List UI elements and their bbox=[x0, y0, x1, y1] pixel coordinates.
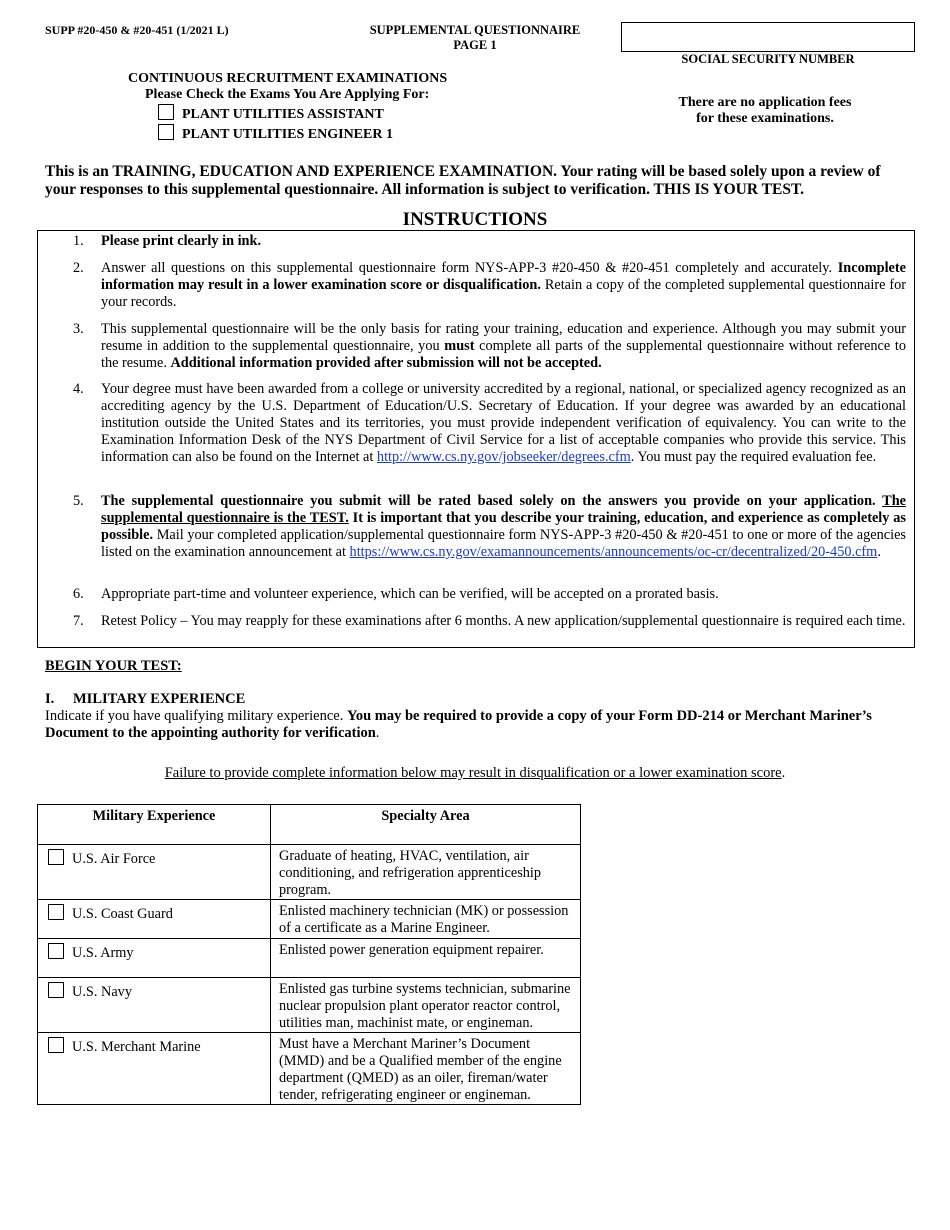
table-row bbox=[38, 900, 581, 939]
exam-option-label: PLANT UTILITIES ENGINEER 1 bbox=[182, 127, 393, 142]
branch-cell[interactable] bbox=[38, 978, 271, 1033]
column-header: Specialty Area bbox=[271, 805, 581, 845]
branch-checkbox[interactable] bbox=[48, 943, 64, 959]
exam-option-engineer[interactable] bbox=[128, 124, 447, 143]
specialty-cell: Enlisted machinery technician (MK) or possession of a certificate as a Marine Engineer. bbox=[271, 900, 581, 939]
instruction-text: Please print clearly in ink. bbox=[101, 233, 262, 249]
branch-cell[interactable] bbox=[38, 939, 271, 978]
failure-warning: Failure to provide complete information below may result in disqualification or a lower examination score. bbox=[164, 765, 786, 781]
instruction-number: 5. bbox=[73, 493, 84, 509]
exam-selection bbox=[128, 71, 447, 143]
instructions-title: INSTRUCTIONS bbox=[402, 209, 548, 230]
exam-checkbox[interactable] bbox=[158, 104, 174, 120]
section-heading bbox=[45, 691, 245, 708]
form-id: SUPP #20-450 & #20-451 (1/2021 L) bbox=[45, 23, 229, 37]
instruction-number: 4. bbox=[73, 381, 84, 397]
exam-subheading: Please Check the Exams You Are Applying For: bbox=[145, 87, 430, 102]
announcement-link[interactable]: https://www.cs.ny.gov/examannouncements/announcements/oc-cr/decentralized/20-450.cfm bbox=[349, 544, 878, 560]
instruction-number: 2. bbox=[73, 260, 84, 276]
instruction-text: Retest Policy – You may reapply for these examinations after 6 months. A new application/supplemental questionnaire is required each time. bbox=[101, 613, 906, 629]
table-row bbox=[38, 978, 581, 1033]
exam-checkbox[interactable] bbox=[158, 124, 174, 140]
instruction-number: 7. bbox=[73, 613, 84, 629]
branch-checkbox[interactable] bbox=[48, 849, 64, 865]
table-row bbox=[38, 939, 581, 978]
page-number: PAGE 1 bbox=[453, 38, 497, 52]
branch-checkbox[interactable] bbox=[48, 904, 64, 920]
fees-line-2: for these examinations. bbox=[696, 111, 834, 126]
instruction-text: Your degree must have been awarded from a college or university accredited by a regional, national, or specialized agency recognized as an accrediting agency by the U.S. Department of Education/U.S. Secretary of Education. If your degree was awarded by an educational institution outside the United States and its territories, you must provide independent verification of equivalency. You can write to the Examination Information Desk of the NYS Department of Civil Service for a list of acceptable companies who provide this service. This information can also be found on the Internet at http://www.cs.ny.gov/jobseeker/degrees.cfm. You must pay the required evaluation fee. bbox=[101, 381, 906, 465]
ssn-label: SOCIAL SECURITY NUMBER bbox=[681, 52, 855, 66]
branch-label: U.S. Air Force bbox=[72, 851, 156, 867]
degrees-link[interactable]: http://www.cs.ny.gov/jobseeker/degrees.cfm bbox=[376, 449, 631, 465]
table-row bbox=[38, 845, 581, 900]
branch-label: U.S. Merchant Marine bbox=[72, 1039, 201, 1055]
instruction-number: 6. bbox=[73, 586, 84, 602]
branch-cell[interactable] bbox=[38, 1033, 271, 1105]
exam-heading: CONTINUOUS RECRUITMENT EXAMINATIONS bbox=[128, 71, 448, 86]
instruction-text: Answer all questions on this supplemental questionnaire form NYS-APP-3 #20-450 & #20-451 completely and accurately. Incomplete information may result in a lower examination score or disqualification. Retain a copy of the completed supplemental questionnaire for your records. bbox=[101, 260, 906, 310]
branch-label: U.S. Coast Guard bbox=[72, 906, 173, 922]
table-header-row bbox=[38, 805, 581, 845]
section-number: I. bbox=[45, 691, 55, 707]
branch-cell[interactable] bbox=[38, 900, 271, 939]
section-description: Indicate if you have qualifying military experience. You may be required to provide a copy of your Form DD-214 or Merchant Mariner’s Document to the appointing authority for verification. bbox=[45, 708, 872, 741]
form-title-text: SUPPLEMENTAL QUESTIONNAIRE bbox=[369, 23, 581, 37]
military-table bbox=[37, 804, 581, 1105]
branch-checkbox[interactable] bbox=[48, 1037, 64, 1053]
ssn-input[interactable] bbox=[621, 22, 915, 52]
specialty-cell: Enlisted power generation equipment repairer. bbox=[271, 939, 581, 978]
branch-label: U.S. Navy bbox=[72, 984, 132, 1000]
form-title bbox=[340, 23, 610, 53]
exam-option-assistant[interactable] bbox=[128, 104, 447, 123]
specialty-cell: Graduate of heating, HVAC, ventilation, air conditioning, and refrigeration apprenticeship program. bbox=[271, 845, 581, 900]
fees-line-1: There are no application fees bbox=[678, 95, 852, 110]
specialty-cell: Must have a Merchant Mariner’s Document (MMD) and be a Qualified member of the engine department (QMED) as an oiler, fireman/water tender, refrigerating engineer or engineman. bbox=[271, 1033, 581, 1105]
instruction-number: 3. bbox=[73, 321, 84, 337]
section-title: MILITARY EXPERIENCE bbox=[73, 691, 246, 707]
specialty-cell: Enlisted gas turbine systems technician, submarine nuclear propulsion plant operator reactor control, utilities man, machinist mate, or engineman. bbox=[271, 978, 581, 1033]
fees-notice bbox=[620, 95, 910, 127]
instruction-text: Appropriate part-time and volunteer experience, which can be verified, will be accepted on a prorated basis. bbox=[101, 586, 719, 602]
instructions-box bbox=[37, 230, 915, 648]
instruction-text: The supplemental questionnaire you submit will be rated based solely on the answers you provide on your application. The supplemental questionnaire is the TEST. It is important that you describe your training, education, and experience as completely as possible. Mail your completed application/supplemental questionnaire form NYS-APP-3 #20-450 & #20-451 to one or more of the agencies listed on the examination announcement at https://www.cs.ny.gov/examannouncements/announcements/oc-cr/decentralized/20-450.cfm. bbox=[101, 493, 906, 560]
branch-cell[interactable] bbox=[38, 845, 271, 900]
branch-label: U.S. Army bbox=[72, 945, 134, 961]
begin-test-heading: BEGIN YOUR TEST: bbox=[45, 658, 182, 674]
exam-option-label: PLANT UTILITIES ASSISTANT bbox=[182, 107, 384, 122]
branch-checkbox[interactable] bbox=[48, 982, 64, 998]
intro-statement: This is an TRAINING, EDUCATION AND EXPERIENCE EXAMINATION. Your rating will be based solely upon a review of your responses to this supplemental questionnaire. All information is subject to verification. THIS IS YOUR TEST. bbox=[45, 163, 881, 198]
instruction-text: This supplemental questionnaire will be the only basis for rating your training, education and experience. Although you may submit your resume in addition to the supplemental questionnaire, you must complete all parts of the supplemental questionnaire without reference to the resume. Additional information provided after submission will not be accepted. bbox=[101, 321, 906, 371]
instruction-number: 1. bbox=[73, 233, 84, 249]
table-row bbox=[38, 1033, 581, 1105]
column-header: Military Experience bbox=[38, 805, 271, 845]
